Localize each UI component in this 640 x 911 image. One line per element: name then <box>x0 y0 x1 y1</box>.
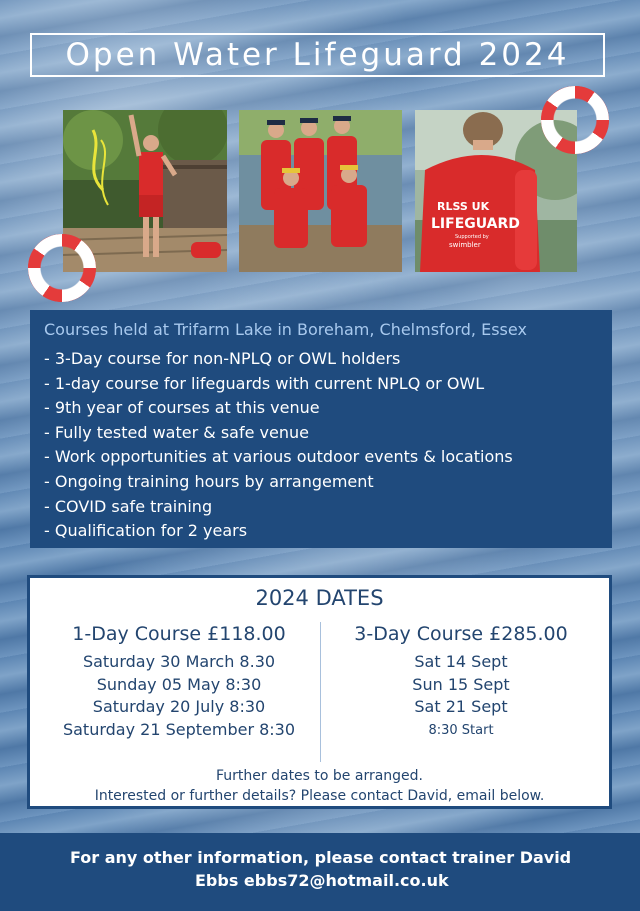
shirt-text-2: LIFEGUARD <box>431 216 520 232</box>
list-item: - 9th year of courses at this venue <box>44 398 320 418</box>
contact-line-2: Ebbs ebbs72@hotmail.co.uk <box>195 871 449 890</box>
shirt-text-3: Supported by <box>455 234 489 240</box>
further-line-1: Further dates to be arranged. <box>216 768 423 784</box>
shirt-text-1: RLSS UK <box>437 200 490 213</box>
contact-line-1: For any other information, please contact trainer David <box>70 848 572 867</box>
date-item: Saturday 21 September 8:30 <box>62 719 296 739</box>
title-text: Open Water Lifeguard 2024 <box>65 37 570 73</box>
column-divider <box>320 622 321 762</box>
list-item: - Qualification for 2 years <box>44 521 248 541</box>
list-item: - Ongoing training hours by arrangement <box>44 471 374 491</box>
dates-panel <box>27 575 612 809</box>
shirt-text-4: swimbler <box>449 241 481 249</box>
one-day-course <box>44 623 314 741</box>
info-heading: Courses held at Trifarm Lake in Boreham, Chelmsford, Essex <box>44 320 527 339</box>
page-title <box>30 33 605 77</box>
start-time: 8:30 Start <box>428 722 494 738</box>
further-details <box>30 766 609 806</box>
date-item: Sunday 05 May 8:30 <box>96 674 262 694</box>
lifeguard-group-photo <box>239 110 402 272</box>
photo-lifeguard-group <box>239 110 402 272</box>
life-ring-icon <box>28 234 96 302</box>
life-ring-icon <box>541 86 609 154</box>
date-item: Sat 21 Sept <box>414 697 508 716</box>
date-item: Saturday 20 July 8:30 <box>92 697 266 716</box>
three-day-heading: 3-Day Course £285.00 <box>354 623 568 645</box>
list-item: - Work opportunities at various outdoor events & locations <box>44 447 513 467</box>
date-item: Sat 14 Sept <box>414 652 508 671</box>
course-info-panel <box>30 310 612 548</box>
one-day-heading: 1-Day Course £118.00 <box>72 623 286 645</box>
list-item: - 1-day course for lifeguards with current NPLQ or OWL <box>44 373 485 393</box>
three-day-course <box>330 623 592 738</box>
date-item: Sun 15 Sept <box>412 674 510 694</box>
contact-footer <box>0 833 640 911</box>
further-line-2: Interested or further details? Please contact David, email below. <box>94 788 545 804</box>
dates-title: 2024 DATES <box>255 586 384 610</box>
list-item: - Fully tested water & safe venue <box>44 422 309 442</box>
list-item: - 3-Day course for non-NPLQ or OWL holders <box>44 349 401 368</box>
info-list <box>44 347 513 544</box>
list-item: - COVID safe training <box>44 496 213 516</box>
date-item: Saturday 30 March 8.30 <box>82 652 276 671</box>
